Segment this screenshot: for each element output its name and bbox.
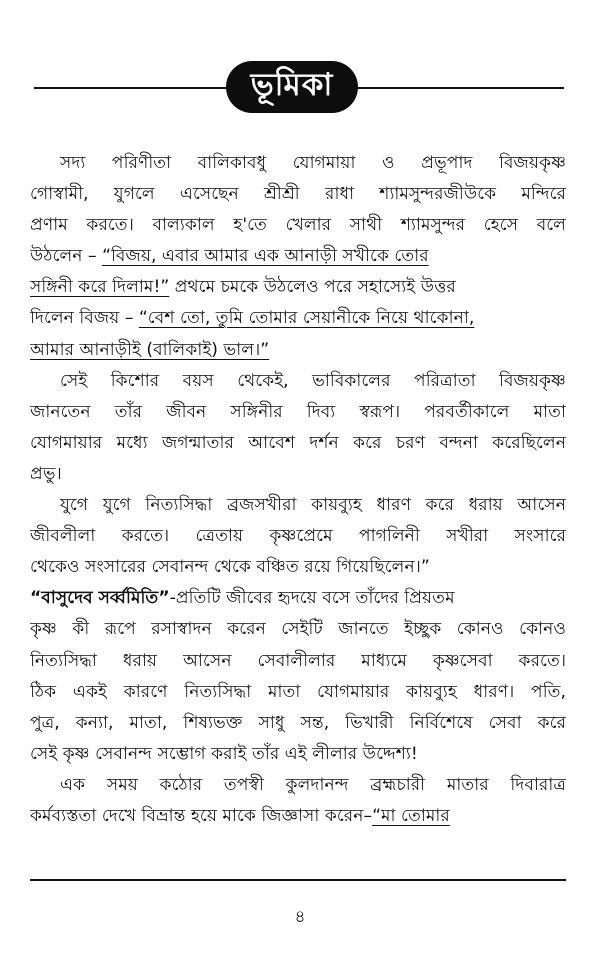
underlined-quote: আমার আনাড়ীই (বালিকাই) ভাল।” [30, 339, 270, 360]
text-line: প্রণাম করতে। বাল্যকাল হ'তে খেলার সাথী শ্যামসুন্দর হেসে বলে [30, 215, 566, 236]
text-line: থেকেও সংসারের সেবানন্দ থেকে বঞ্চিত রয়ে গিয়েছিলেন।” [30, 557, 430, 578]
underlined-quote: “মা তোমার [372, 805, 450, 826]
footer-rule [30, 879, 566, 881]
text-line: কৃষ্ণ কী রূপে রসাস্বাদন করেন সেইটি জানতে ইচ্ছুক কোনও কোনও [30, 619, 566, 640]
text-line: সঙ্গিনী করে দিলাম!” প্রথমে চমকে উঠলেও পরে সহাস্যেই উত্তর [30, 277, 456, 298]
text-line: ঠিক একই কারণে নিত্যসিদ্ধা মাতা যোগমায়ার কায়ব্যুহ ধারণ। পতি, [30, 681, 566, 702]
page-header [0, 55, 600, 119]
header-rule-right [352, 87, 564, 89]
text-line: গোস্বামী, যুগলে এসেছেন শ্রীশ্রী রাধা শ্যামসুন্দরজীউকে মন্দিরে [30, 184, 566, 205]
text-line: প্রভু। [30, 463, 62, 484]
text-line [30, 335, 566, 366]
text-line: সেই কৃষ্ণ সেবানন্দ সম্ভোগ করাই তাঁর এই লীলার উদ্দেশ্য! [30, 743, 418, 764]
underlined-quote: “বেশ তো, তুমি তোমার সেয়ানীকে নিয়ে থাকোনা, [138, 308, 475, 329]
text-line: নিত্যসিদ্ধা ধরায় আসেন সেবালীলার মাধ্যমে কৃষ্ণসেবা করতে। [30, 650, 566, 671]
body-text [30, 148, 566, 832]
text-line: জানতেন তাঁর জীবন সঙ্গিনীর দিব্য স্বরূপ। পরবর্তীকালে মাতা [30, 401, 566, 422]
text-line: উঠলেন – “বিজয়, এবার আমার এক আনাড়ী সখীকে তোর [30, 246, 429, 267]
text-line: “বাসুদেব সর্ব্বমিতি”-প্রতিটি জীবের হৃদয়ে বসে তাঁদের প্রিয়তম [30, 588, 455, 609]
text-line: দিলেন বিজয় – “বেশ তো, তুমি তোমার সেয়ানীকে নিয়ে থাকোনা, [30, 308, 475, 329]
text-line: সেই কিশোর বয়স থেকেই, ভাবিকালের পরিত্রাতা বিজয়কৃষ্ণ [60, 370, 566, 391]
text-line: সদ্য পরিণীতা বালিকাবধু যোগমায়া ও প্রভূপাদ বিজয়কৃষ্ণ [60, 153, 566, 173]
bold-quote: “বাসুদেব সর্ব্বমিতি” [30, 588, 170, 609]
text-line: জীবলীলা করতে। ত্রেতায় কৃষ্ণপ্রেমে পাগলিনী সখীরা সংসারে [30, 526, 566, 547]
underlined-quote: “বিজয়, এবার আমার এক আনাড়ী সখীকে তোর [102, 246, 429, 267]
text-line: এক সময় কঠোর তপস্বী কুলদানন্দ ব্রহ্মচারী মাতার দিবারাত্র [60, 774, 566, 795]
text-line: যোগমায়ার মধ্যে জগন্মাতার আবেশ দর্শন করে চরণ বন্দনা করেছিলেন [30, 432, 566, 453]
header-rule-left [34, 87, 230, 89]
page-title: ভূমিকা [250, 67, 334, 103]
text-line: যুগে যুগে নিত্যসিদ্ধা ব্রজসখীরা কায়ব্যুহ ধারণ করে ধরায় আসেন [60, 495, 566, 516]
page-number: ৪ [294, 907, 306, 927]
title-badge [226, 61, 358, 113]
text-line: কর্মব্যস্ততা দেখে বিভ্রান্ত হয়ে মাকে জিজ্ঞাসা করেন–“মা তোমার [30, 805, 450, 826]
text-line: পুত্র, কন্যা, মাতা, শিষ্যভক্ত সাধু সন্ত, ভিখারী নির্বিশেষে সেবা করে [30, 712, 566, 733]
underlined-quote: সঙ্গিনী করে দিলাম!” [30, 277, 170, 298]
